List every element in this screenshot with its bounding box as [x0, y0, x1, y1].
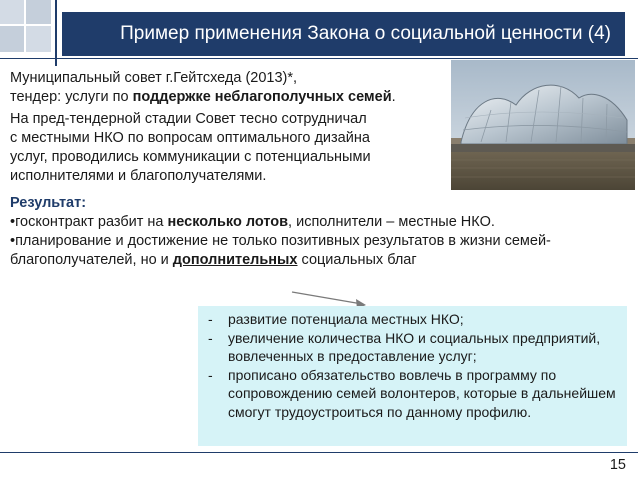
- footer-rule: [0, 452, 638, 453]
- benefit-item: [208, 366, 619, 422]
- pre-tender-line: с местными НКО по вопросам оптимального дизайна: [10, 130, 370, 146]
- intro-line-2-bold: поддержке неблагополучных семей: [132, 89, 392, 105]
- intro-line-2-prefix: тендер: услуги по: [10, 89, 133, 105]
- intro-line-2: [10, 88, 440, 107]
- header-horizontal-rule: [0, 58, 638, 59]
- pre-tender-line: На пред-тендерной стадии Совет тесно сотрудничал: [10, 111, 367, 127]
- result-bullet-1-suffix: , исполнители – местные НКО.: [288, 214, 495, 230]
- result-bullet-1: [10, 213, 630, 232]
- result-section: [10, 194, 630, 270]
- decor-square: [26, 26, 51, 52]
- page-number: 15: [609, 457, 626, 473]
- benefit-text: прописано обязательство вовлечь в программу по сопровождению семей волонтеров, которые в дальнейшем смогут трудоустроиться по данному профилю.: [228, 366, 616, 420]
- benefit-text: развитие потенциала местных НКО;: [228, 311, 464, 327]
- decor-square: [0, 0, 24, 24]
- result-heading: Результат:: [10, 195, 87, 211]
- decor-square: [26, 0, 51, 24]
- result-bullet-1-prefix: •госконтракт разбит на: [10, 214, 168, 230]
- benefit-dash: -: [208, 366, 213, 383]
- result-bullet-2-prefix: благополучателей, но и: [10, 252, 173, 268]
- building-photo: [451, 60, 635, 190]
- benefit-dash: -: [208, 329, 213, 346]
- result-bullet-1-bold: несколько лотов: [167, 214, 289, 230]
- intro-line-1: Муниципальный совет г.Гейтсхеда (2013)*,: [10, 70, 298, 86]
- benefits-box: [198, 306, 627, 446]
- pre-tender-line: услуг, проводились коммуникации с потенциальными: [10, 149, 371, 165]
- slide-title-bar: [62, 12, 625, 56]
- slide-title: Пример применения Закона о социальной ценности (4): [120, 23, 611, 44]
- pre-tender-line: исполнителями и благополучателями.: [10, 168, 267, 184]
- intro-text: [10, 69, 440, 107]
- benefit-text: увеличение количества НКО и социальных предприятий, вовлеченных в предоставление услуг;: [228, 329, 601, 365]
- pre-tender-paragraph: [10, 110, 440, 186]
- intro-line-2-suffix: .: [391, 89, 396, 105]
- header-decor-squares: [0, 0, 60, 58]
- result-bullet-2-suffix: социальных благ: [297, 252, 417, 268]
- decor-square: [0, 26, 24, 52]
- benefit-dash: -: [208, 311, 213, 327]
- result-bullet-2-line-1: •планирование и достижение не только позитивных результатов в жизни семей-: [10, 233, 551, 249]
- header-vertical-rule: [55, 0, 57, 66]
- benefit-item: [208, 329, 619, 366]
- benefit-item: [208, 310, 619, 329]
- result-bullet-2-bold: дополнительных: [172, 252, 298, 268]
